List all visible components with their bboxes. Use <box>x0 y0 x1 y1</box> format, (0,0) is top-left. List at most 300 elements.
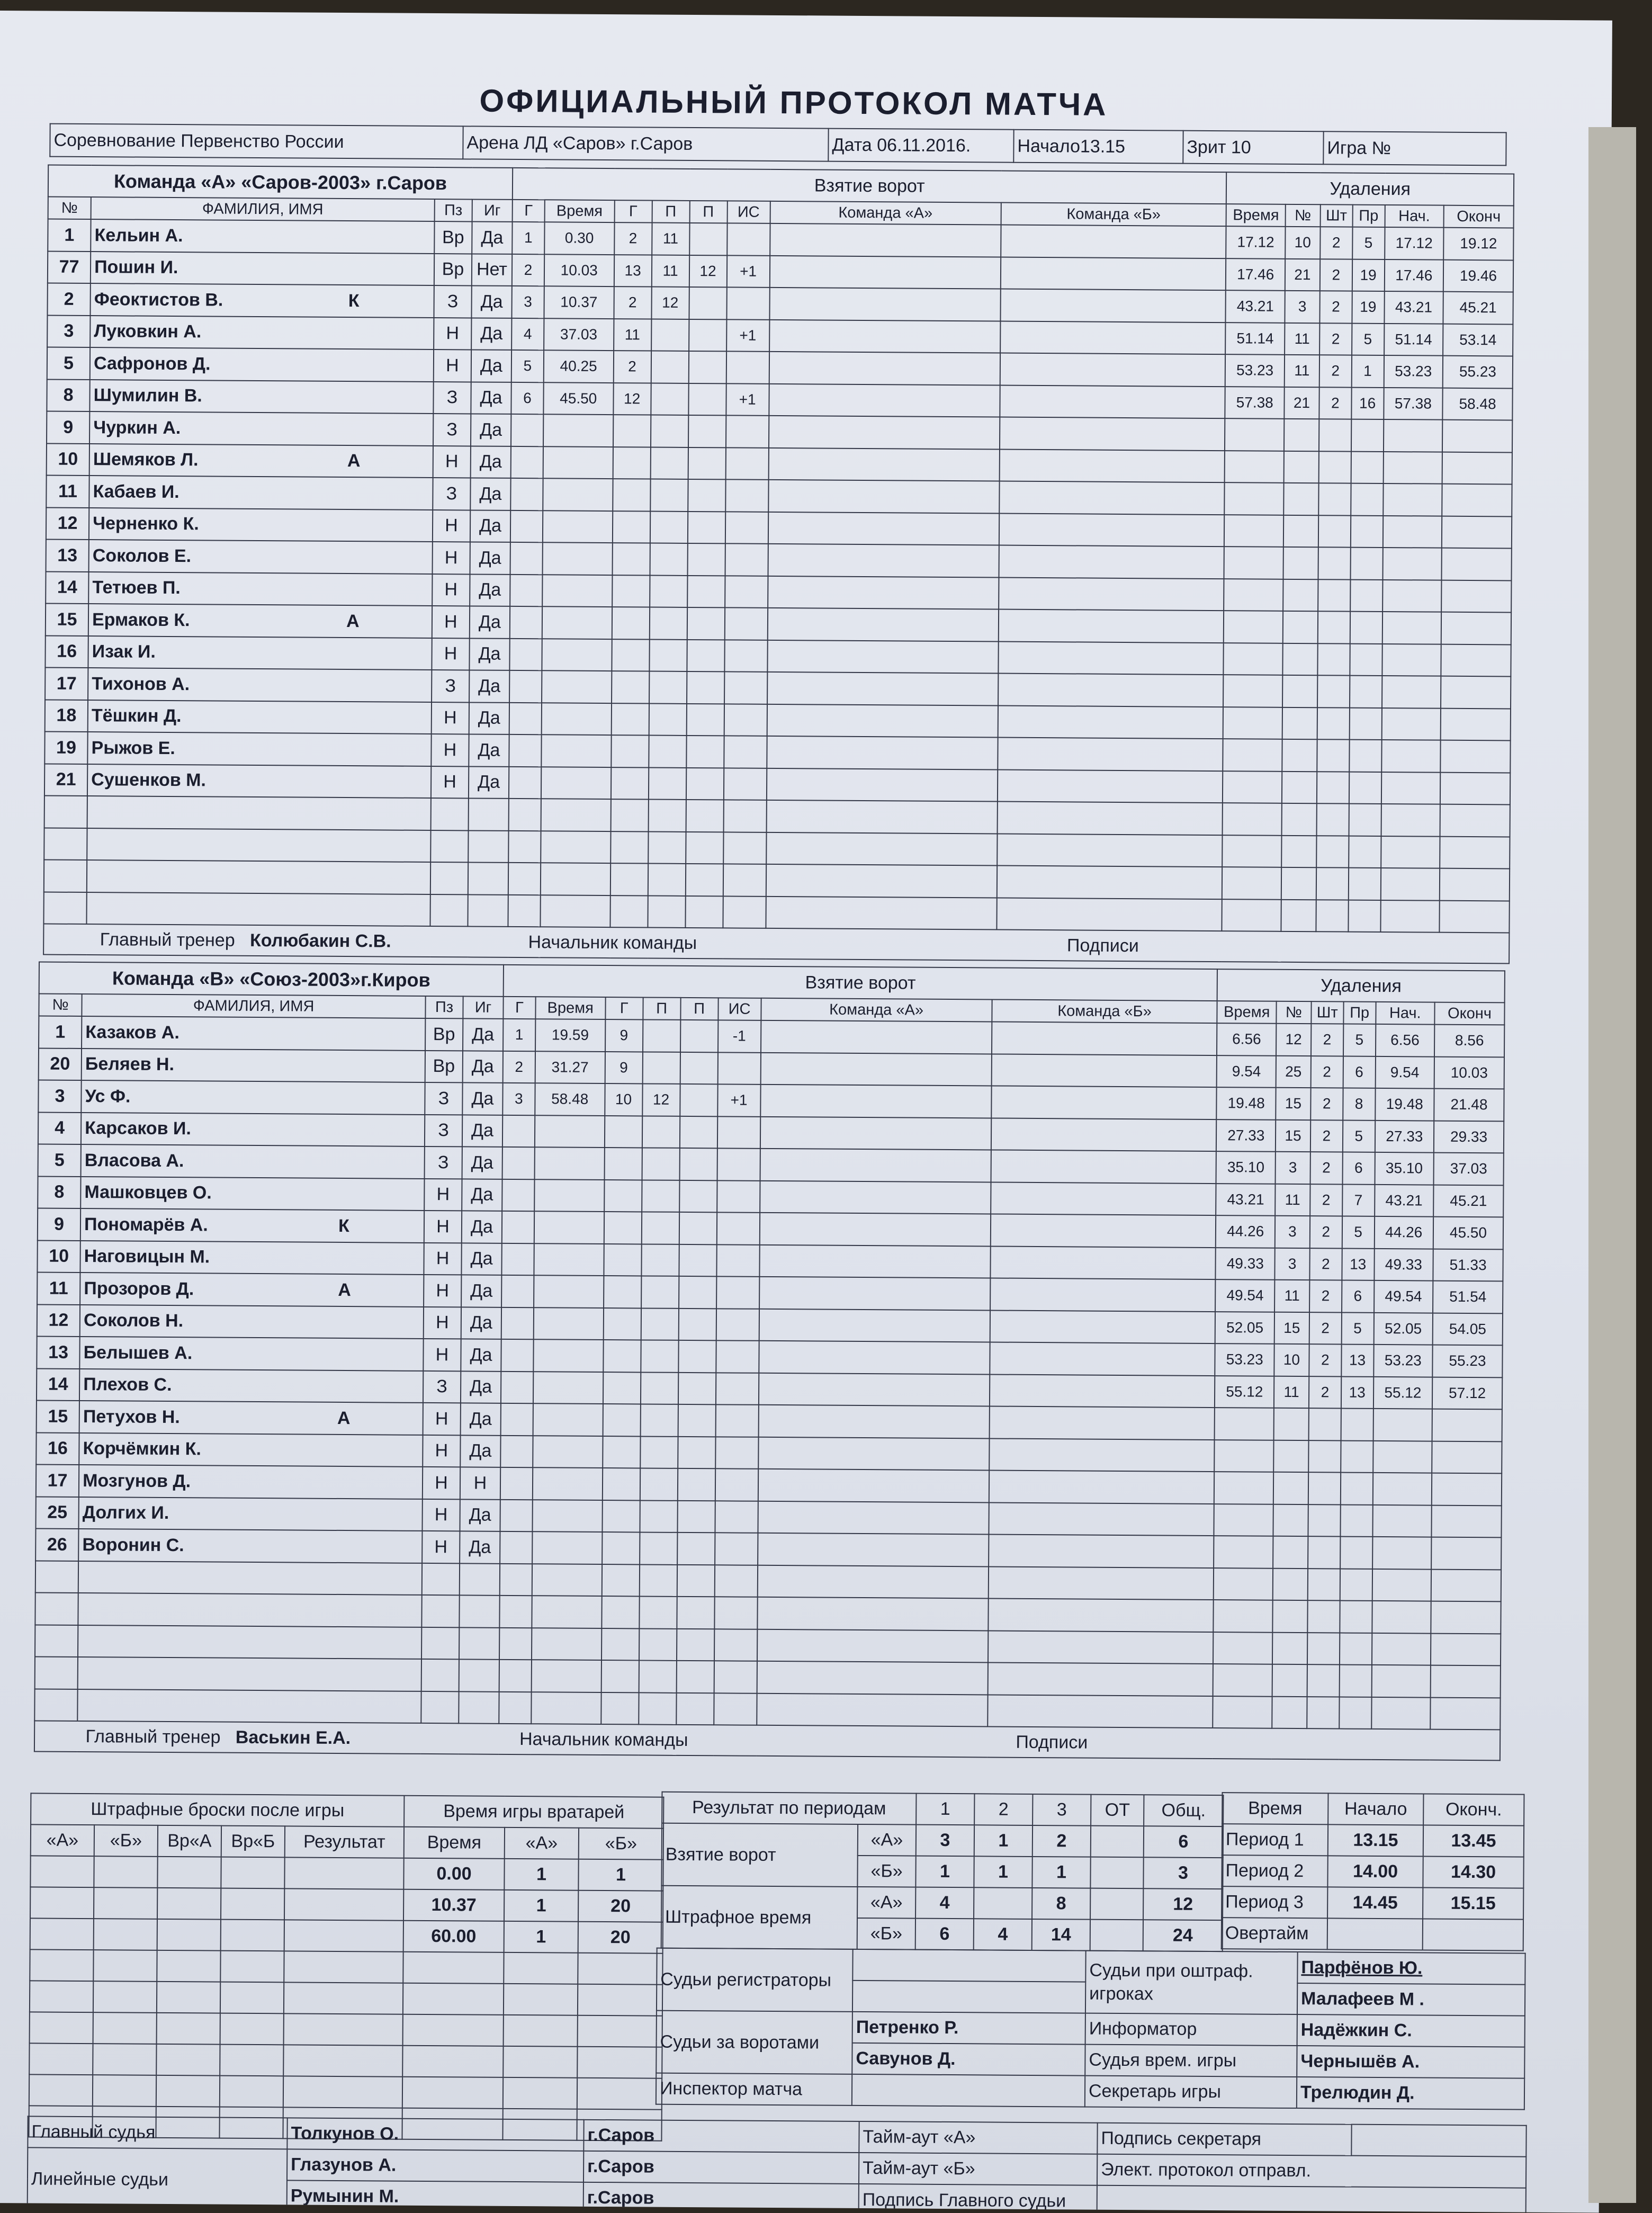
col-played: Иг <box>472 199 513 221</box>
penalty-reason <box>1350 579 1382 612</box>
player-number: 2 <box>47 283 90 316</box>
player-number: 18 <box>45 700 88 732</box>
player-position <box>430 894 468 926</box>
penalty-min <box>1317 707 1350 740</box>
player-role-mark: К <box>348 291 360 311</box>
player-played: Да <box>462 1211 502 1243</box>
player-number: 77 <box>48 251 91 283</box>
goal-time <box>543 414 613 446</box>
player-position: Вр <box>425 1018 463 1051</box>
col-pen-end: Оконч <box>1444 205 1514 228</box>
team-b-onice <box>989 1502 1214 1536</box>
shootout-cell <box>221 1857 284 1889</box>
goal-time <box>543 510 613 543</box>
player-name-text: Казаков А. <box>85 1022 339 1044</box>
player-position: З <box>434 285 471 318</box>
goals-a-total: 6 <box>1144 1826 1223 1858</box>
goal-g <box>509 799 541 831</box>
goal-a2 <box>680 1084 717 1116</box>
player-name-text: Пошин И. <box>94 257 348 279</box>
player-played: Да <box>461 1371 501 1403</box>
team-b-table <box>34 961 1505 1761</box>
goal-is <box>714 1661 757 1693</box>
penalty-start: 35.10 <box>1375 1152 1434 1185</box>
secretary-sign-box <box>1351 2125 1526 2157</box>
goal-g <box>499 1691 531 1724</box>
officials-table <box>656 1948 1526 2110</box>
goal-scorer <box>602 1500 640 1533</box>
goal-is <box>717 1052 760 1085</box>
col-pen-time: Время <box>1226 204 1286 227</box>
period-end: 15.15 <box>1423 1887 1523 1919</box>
goal-g <box>502 1147 535 1179</box>
team-b-onice <box>990 1246 1216 1279</box>
player-position: З <box>433 414 471 446</box>
team-b-onice <box>987 1695 1213 1728</box>
goalie-b: 1 <box>578 1859 663 1891</box>
goal-a2 <box>688 351 726 383</box>
penalty-num: 11 <box>1285 322 1319 355</box>
col-pen-num: № <box>1286 204 1321 227</box>
period-label: Овертайм <box>1222 1918 1327 1949</box>
player-name <box>91 283 434 317</box>
shootout-cell <box>284 1982 403 2014</box>
player-name <box>89 508 433 542</box>
team-a-onice <box>767 736 998 769</box>
team-b-onice <box>1000 353 1225 387</box>
goal-a2 <box>680 1052 717 1084</box>
goal-scorer <box>611 767 649 800</box>
penalty-num <box>1282 771 1317 803</box>
player-number: 1 <box>48 219 91 252</box>
goal-scorer <box>604 1212 641 1244</box>
penalty-min <box>1307 1600 1340 1633</box>
goal-time <box>543 446 613 479</box>
goals-a-p1: 3 <box>916 1825 974 1857</box>
period-label: Период 3 <box>1222 1886 1327 1918</box>
penalty-min: 2 <box>1320 227 1352 259</box>
team-a-onice <box>758 1437 989 1470</box>
goal-g <box>501 1243 534 1275</box>
player-name <box>78 1561 422 1594</box>
secretary-sign: Подпись секретаря <box>1097 2123 1351 2156</box>
team-b-onice <box>997 834 1223 867</box>
player-name <box>88 572 432 606</box>
table-row <box>30 1887 663 1922</box>
shootout-cell <box>284 1951 403 1983</box>
registrars-label: Судьи регистраторы <box>657 1948 853 2012</box>
penalty-end: 51.33 <box>1433 1249 1503 1281</box>
penalty-reason: 5 <box>1352 323 1384 355</box>
goal-time <box>532 1531 602 1564</box>
penalty-num: 12 <box>1276 1024 1311 1056</box>
penalty-start: 43.21 <box>1375 1184 1434 1216</box>
goal-a2 <box>688 479 725 512</box>
player-name <box>79 1401 423 1435</box>
goal-a2 <box>678 1308 716 1340</box>
goal-a2 <box>679 1244 716 1276</box>
player-number: 17 <box>36 1464 79 1497</box>
goal-a1 <box>642 1116 679 1148</box>
shootout-cell <box>157 1857 221 1888</box>
penalty-end: 45.50 <box>1433 1217 1503 1249</box>
penalty-num <box>1272 1664 1307 1697</box>
team-manager-label: Начальник команды <box>528 932 697 953</box>
col-team-a-onice: Команда «А» <box>761 998 992 1022</box>
col-team-b-onice: Команда «Б» <box>992 999 1217 1023</box>
table-row <box>29 2074 662 2109</box>
goal-a2 <box>685 895 723 928</box>
goal-time <box>542 639 612 671</box>
signatures-label: Подписи <box>1016 1732 1088 1752</box>
goal-a2 <box>677 1468 715 1501</box>
player-name-text: Ус Ф. <box>85 1086 339 1108</box>
goal-scorer <box>613 511 650 543</box>
goal-a2 <box>686 800 723 832</box>
goal-g <box>499 1660 532 1692</box>
period-label: Период 1 <box>1222 1824 1328 1856</box>
goal-time <box>534 1307 604 1340</box>
shootout-col: «Б» <box>94 1825 158 1857</box>
penalty-min <box>1319 419 1351 451</box>
player-name <box>89 444 433 478</box>
goal-a2 <box>686 736 724 768</box>
player-position: Н <box>423 1435 460 1467</box>
shootout-cell <box>94 1887 157 1919</box>
player-number <box>35 1592 78 1625</box>
penalty-min <box>1316 836 1349 868</box>
goal-scorer <box>612 543 650 575</box>
penalty-min: 2 <box>1309 1248 1342 1280</box>
shootout-cell <box>284 1857 403 1889</box>
goalie-time <box>403 1983 504 2015</box>
penalty-reason: 13 <box>1342 1248 1374 1280</box>
penalty-time: 17.12 <box>1226 226 1286 258</box>
penalty-time <box>1214 1600 1273 1632</box>
goal-scorer <box>613 447 650 479</box>
penalty-reason <box>1349 740 1381 772</box>
goal-is <box>715 1437 758 1469</box>
penalty-end <box>1439 900 1509 933</box>
pim-label: Штрафное время <box>661 1886 858 1949</box>
linesmen-label: Линейные судьи <box>28 2147 288 2211</box>
penalty-min <box>1308 1569 1340 1601</box>
player-position: Н <box>424 1211 462 1243</box>
penalty-min: 2 <box>1311 1024 1343 1056</box>
penalty-min <box>1318 515 1351 548</box>
player-position <box>421 1691 459 1723</box>
goal-a1 <box>651 415 688 447</box>
player-name-text: Тихонов А. <box>92 674 346 696</box>
player-number: 10 <box>37 1240 80 1273</box>
player-position: Н <box>431 734 469 766</box>
penalty-time <box>1222 899 1281 931</box>
goal-g <box>502 1211 534 1243</box>
player-name <box>79 1337 423 1370</box>
penalty-end <box>1431 1569 1501 1601</box>
player-played: Да <box>469 734 509 766</box>
goal-a1 <box>650 575 687 607</box>
goal-is <box>726 415 769 447</box>
player-number <box>44 860 87 892</box>
head-coach-label: Главный тренер <box>100 929 235 951</box>
penalty-end <box>1430 1697 1500 1730</box>
goal-time <box>542 542 612 575</box>
player-number: 21 <box>44 764 87 796</box>
player-played: Да <box>469 638 509 670</box>
shootout-cell <box>157 1982 220 2013</box>
goal-a1 <box>651 319 689 351</box>
goal-a1 <box>643 1019 680 1052</box>
penalty-start: 57.38 <box>1384 387 1443 419</box>
col-pen-end: Оконч <box>1434 1002 1504 1025</box>
team-a-short: «А» <box>858 1824 916 1856</box>
player-number: 13 <box>46 540 89 572</box>
player-position: Н <box>432 638 469 670</box>
player-role-mark: К <box>338 1216 349 1236</box>
penalty-time: 27.33 <box>1216 1119 1276 1152</box>
team-manager-label: Начальник команды <box>519 1729 688 1750</box>
team-b-onice <box>990 1278 1216 1311</box>
player-played <box>468 798 508 830</box>
player-number <box>35 1656 78 1689</box>
player-played <box>459 1627 499 1660</box>
penalty-num: 11 <box>1285 355 1319 387</box>
col-pen-reason: Пр <box>1343 1002 1376 1024</box>
team-a-onice <box>766 896 996 929</box>
player-name-text: Тёшкин Д. <box>92 705 346 728</box>
shootout-cell <box>30 2012 93 2044</box>
col-pen-min: Шт <box>1320 204 1352 227</box>
player-played: Н <box>460 1467 500 1499</box>
player-played: Да <box>471 285 511 318</box>
penalty-start <box>1373 1440 1432 1473</box>
player-number: 20 <box>39 1048 82 1080</box>
goal-a1 <box>641 1212 679 1244</box>
penalty-reason <box>1340 1633 1372 1665</box>
penalty-end <box>1441 612 1511 644</box>
goal-g: 2 <box>512 254 544 286</box>
penalty-end <box>1440 836 1510 868</box>
player-name-text: Рыжов Е. <box>91 738 345 760</box>
player-name-text: Сафронов Д. <box>94 353 348 375</box>
player-position: Вр <box>434 221 472 254</box>
team-a-onice <box>758 1469 989 1502</box>
penalty-reason <box>1351 483 1383 516</box>
goal-a1 <box>648 800 686 832</box>
player-position: Н <box>423 1467 460 1499</box>
goal-time <box>533 1372 603 1404</box>
goal-a1 <box>649 639 687 671</box>
team-a-onice <box>767 640 998 673</box>
penalty-start <box>1372 1569 1431 1601</box>
pim-a-p3: 8 <box>1032 1888 1090 1920</box>
goal-scorer: 13 <box>614 255 651 287</box>
goal-scorer <box>604 1148 642 1180</box>
player-name <box>89 476 433 509</box>
player-number: 4 <box>38 1112 81 1144</box>
penalty-min <box>1307 1664 1339 1697</box>
team-a-coach: Колюбакин С.В. <box>250 930 391 951</box>
goal-a2 <box>688 383 726 415</box>
table-row <box>30 1856 663 1891</box>
penalty-end: 55.23 <box>1432 1345 1502 1377</box>
penalty-time <box>1225 451 1284 483</box>
linesman-1: Глазунов А. <box>287 2149 583 2182</box>
period-col: 3 <box>1032 1794 1091 1826</box>
goal-a2 <box>686 703 724 736</box>
timeout-a: Тайм-аут «А» <box>859 2121 1097 2154</box>
penalty-start <box>1372 1601 1431 1633</box>
team-a-onice <box>768 576 999 609</box>
penalty-start <box>1384 419 1443 452</box>
goal-scorer <box>603 1308 641 1340</box>
goalie-col: «А» <box>505 1827 579 1859</box>
penalty-end <box>1440 772 1510 804</box>
player-role-mark: А <box>338 1280 351 1300</box>
team-a-onice <box>760 1085 991 1118</box>
penalty-min: 2 <box>1319 323 1352 355</box>
shootout-goalie-table <box>28 1793 664 2141</box>
team-b-onice <box>996 866 1222 899</box>
player-name-text: Воронин С. <box>82 1535 336 1557</box>
team-b-onice <box>990 1214 1216 1247</box>
goal-g <box>510 542 543 575</box>
player-number: 16 <box>36 1432 79 1465</box>
penalty-min: 2 <box>1310 1184 1342 1216</box>
team-b-onice <box>999 513 1224 546</box>
player-number <box>43 892 86 924</box>
col-goal-num: Г <box>503 997 535 1019</box>
penalty-reason <box>1349 804 1381 836</box>
goal-is <box>723 864 766 896</box>
penalty-time <box>1214 1504 1273 1536</box>
goal-time: 45.50 <box>543 382 613 415</box>
player-name <box>89 380 433 414</box>
goal-a2 <box>677 1500 715 1533</box>
period-start: 14.45 <box>1327 1887 1423 1919</box>
goal-scorer <box>601 1628 639 1660</box>
team-b-onice <box>998 705 1223 739</box>
player-name-text: Тетюев П. <box>92 577 346 599</box>
player-number: 3 <box>38 1080 81 1112</box>
col-played: Иг <box>463 996 503 1018</box>
shootout-cell <box>220 2045 283 2076</box>
penalty-num: 11 <box>1274 1376 1309 1408</box>
team-b-goals-title: Взятие ворот <box>504 965 1218 1001</box>
player-number: 12 <box>46 507 89 540</box>
player-number: 19 <box>44 732 87 764</box>
goal-is <box>714 1597 757 1629</box>
penalty-num <box>1282 675 1317 707</box>
team-b-onice <box>990 1342 1215 1375</box>
goal-scorer: 11 <box>614 319 651 351</box>
goal-scorer <box>610 895 648 928</box>
goal-g <box>501 1275 534 1307</box>
goal-is <box>716 1340 759 1373</box>
game-number: Игра № <box>1323 131 1506 165</box>
player-number: 25 <box>35 1497 78 1529</box>
team-a-penalties-title: Удаления <box>1226 172 1514 205</box>
pim-a-total: 12 <box>1143 1888 1223 1920</box>
penalty-num <box>1273 1504 1308 1536</box>
shootout-title: Штрафные броски после игры <box>31 1793 404 1826</box>
penalty-end: 21.48 <box>1434 1089 1504 1121</box>
shootout-cell <box>283 2045 402 2076</box>
goalie-b: 20 <box>578 1922 663 1954</box>
player-played: Да <box>471 382 511 414</box>
goal-a1 <box>640 1468 677 1500</box>
team-b-onice <box>990 1374 1215 1408</box>
player-position <box>421 1659 459 1691</box>
goalie-time-title: Время игры вратарей <box>404 1796 663 1829</box>
penalty-reason: 5 <box>1342 1216 1374 1249</box>
player-number: 9 <box>47 411 89 444</box>
penalty-reason: 6 <box>1343 1056 1375 1088</box>
goal-a2 <box>677 1564 714 1597</box>
team-b-onice <box>998 674 1224 707</box>
goal-time <box>541 703 611 735</box>
pim-b-p3: 14 <box>1032 1919 1090 1951</box>
player-name-text: Мозгунов Д. <box>83 1471 337 1493</box>
player-number: 10 <box>47 443 89 476</box>
period-label: Период 2 <box>1222 1855 1327 1887</box>
goal-scorer <box>611 735 649 767</box>
penalty-time <box>1223 803 1282 835</box>
penalty-end: 29.33 <box>1434 1121 1504 1153</box>
player-played: Да <box>472 221 512 254</box>
penalty-end: 58.48 <box>1442 388 1512 420</box>
player-name <box>87 764 431 798</box>
goal-scorer <box>612 671 649 703</box>
goal-g <box>501 1339 533 1372</box>
penalty-start <box>1372 1473 1432 1505</box>
player-position <box>431 798 469 830</box>
penalty-num <box>1272 1696 1307 1728</box>
goal-is <box>715 1501 758 1533</box>
penalty-end <box>1440 740 1510 773</box>
penalty-start: 44.26 <box>1374 1216 1433 1249</box>
penalty-min <box>1318 547 1350 579</box>
goalie-time: 0.00 <box>403 1858 504 1890</box>
time-col: Начало <box>1328 1793 1423 1825</box>
penalty-min: 2 <box>1309 1376 1341 1409</box>
shootout-cell <box>221 1888 284 1920</box>
goal-a2 <box>687 671 724 704</box>
player-played <box>468 862 508 894</box>
penalty-num <box>1282 739 1317 772</box>
goal-g <box>500 1435 533 1467</box>
penalty-start <box>1381 836 1440 868</box>
player-position: З <box>425 1114 462 1146</box>
goal-g <box>510 574 542 606</box>
penalty-time: 35.10 <box>1216 1151 1276 1184</box>
goal-g <box>501 1371 533 1403</box>
shootout-cell <box>30 1887 94 1919</box>
table-row <box>30 1981 662 2015</box>
goal-time <box>534 1211 604 1243</box>
penalty-reason <box>1350 548 1382 580</box>
goals-a-ot <box>1091 1826 1144 1858</box>
penalty-start: 6.56 <box>1376 1024 1435 1056</box>
goals-a-p2: 1 <box>974 1825 1032 1857</box>
player-name <box>78 1625 421 1659</box>
penalty-min: 2 <box>1310 1216 1342 1248</box>
player-played: Да <box>471 446 511 478</box>
period-start: 14.00 <box>1327 1856 1423 1887</box>
player-name <box>90 316 434 350</box>
team-a-onice <box>769 383 1000 417</box>
